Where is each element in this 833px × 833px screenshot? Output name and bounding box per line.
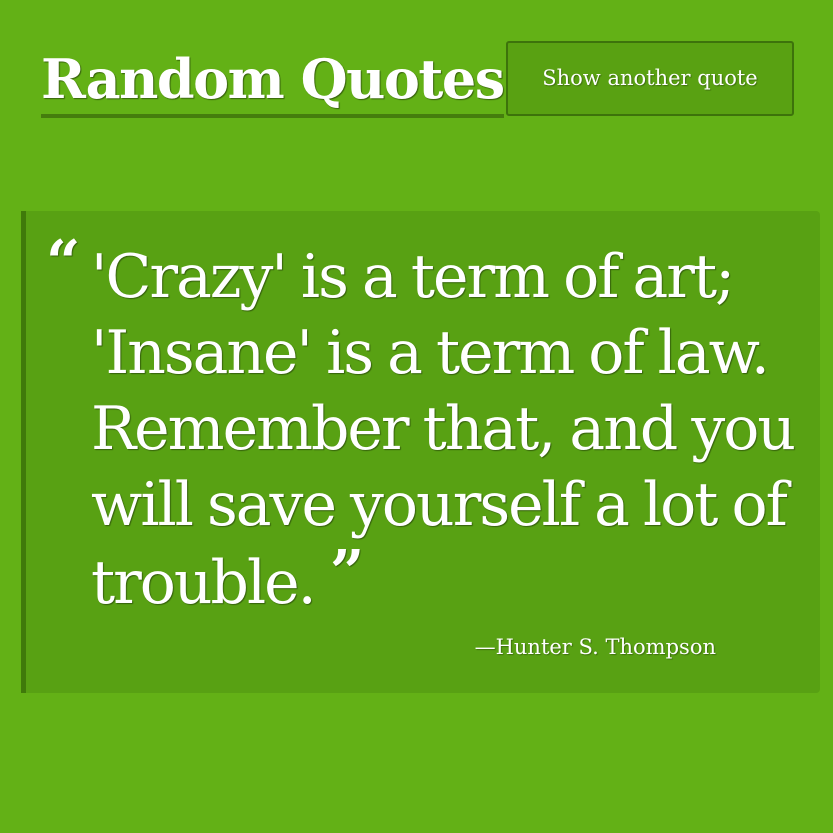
show-another-quote-button[interactable]: Show another quote xyxy=(506,41,794,116)
quote-card xyxy=(21,211,820,693)
quote-author: —Hunter S. Thompson xyxy=(474,635,716,659)
close-quote-icon: ” xyxy=(329,538,363,608)
open-quote-icon: “ xyxy=(46,228,81,298)
quote-text-block xyxy=(91,239,806,621)
page-title: Random Quotes xyxy=(41,44,504,118)
quote-text: 'Crazy' is a term of art; 'Insane' is a term of law. Remember that, and you will save yourself a lot of trouble. xyxy=(91,242,794,618)
